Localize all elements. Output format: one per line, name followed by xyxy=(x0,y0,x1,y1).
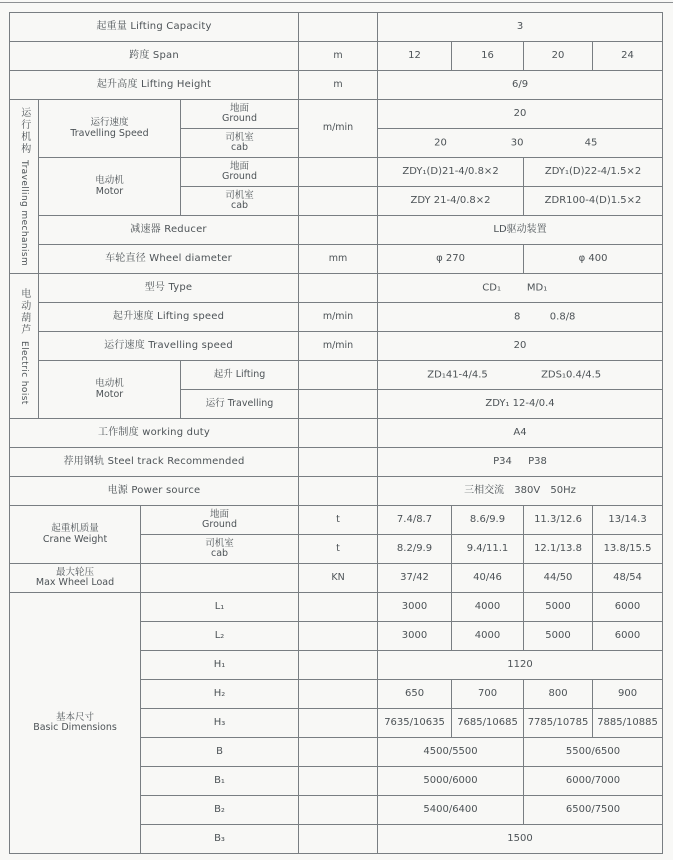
ground-label-zh: 地面 xyxy=(230,160,250,172)
electric-hoist-label-zh: 电动葫芦 xyxy=(18,287,30,336)
dim-L1-value: 5000 xyxy=(524,593,593,622)
hoist-type-label: 型号 Type xyxy=(39,274,299,303)
span-value: 12 xyxy=(378,42,452,71)
hoist-lifting-speed-value: 8 xyxy=(513,311,521,323)
row-max-wheel-load xyxy=(10,564,663,593)
electric-hoist-strip xyxy=(10,274,39,419)
crane-weight-ground-value: 8.6/9.9 xyxy=(452,506,524,535)
cab-label-zh: 司机室 xyxy=(225,189,254,201)
working-duty-label: 工作制度 working duty xyxy=(10,419,299,448)
dim-B-value: 4500/5500 xyxy=(378,738,524,767)
cab-label-en: cab xyxy=(230,142,249,153)
dim-B2-unit-cell xyxy=(299,796,378,825)
dim-L2-value: 4000 xyxy=(452,622,524,651)
lifting-sublabel: 起升 Lifting xyxy=(213,368,266,380)
travelling-motor-ground-sublabel xyxy=(181,158,299,187)
hoist-type-unit-cell xyxy=(299,274,378,303)
dim-L2-value: 5000 xyxy=(524,622,593,651)
row-travelling-speed-ground xyxy=(10,100,663,129)
crane-weight-label xyxy=(10,506,141,564)
dim-B3-unit-cell xyxy=(299,825,378,854)
hoist-lifting-speed-unit: m/min xyxy=(299,303,378,332)
hoist-type-values xyxy=(378,274,663,303)
ground-label-zh: 地面 xyxy=(210,508,230,520)
hoist-motor-lifting-values xyxy=(378,361,663,390)
lifting-height-value: 6/9 xyxy=(378,71,663,100)
wheel-diameter-unit: mm xyxy=(299,245,378,274)
hoist-motor-lifting-sublabel xyxy=(181,361,299,390)
travelling-motor-cab-sublabel xyxy=(181,187,299,216)
dim-B1-unit-cell xyxy=(299,767,378,796)
lifting-height-label: 起升高度 Lifting Height xyxy=(10,71,299,100)
dim-B3-value: 1500 xyxy=(378,825,663,854)
crane-weight-cab-unit: t xyxy=(299,535,378,564)
dim-L1-sublabel: L₁ xyxy=(141,593,299,622)
crane-weight-cab-sublabel xyxy=(141,535,299,564)
dim-B2-sublabel: B₂ xyxy=(141,796,299,825)
dim-L2-unit-cell xyxy=(299,622,378,651)
dim-B2-value: 6500/7500 xyxy=(524,796,663,825)
dim-B-value: 5500/6500 xyxy=(524,738,663,767)
crane-weight-label-en: Crane Weight xyxy=(42,533,108,545)
wheel-diameter-value: φ 400 xyxy=(524,245,663,274)
row-hoist-type xyxy=(10,274,663,303)
electric-hoist-label-en: Electric hoist xyxy=(19,340,30,405)
travelling-mechanism-label-en: Travelling mechanism xyxy=(19,159,30,267)
motor-label-en: Motor xyxy=(95,388,124,400)
motor-label-zh: 电动机 xyxy=(95,175,124,187)
dim-B1-sublabel: B₁ xyxy=(141,767,299,796)
row-working-duty xyxy=(10,419,663,448)
travelling-mechanism-strip xyxy=(10,100,39,274)
hoist-type-value: MD₁ xyxy=(526,282,548,294)
dim-H1-value: 1120 xyxy=(378,651,663,680)
travelling-sublabel: 运行 Travelling xyxy=(205,397,274,409)
lifting-capacity-value: 3 xyxy=(378,13,663,42)
row-lifting-capacity xyxy=(10,13,663,42)
power-source-unit-cell xyxy=(299,477,378,506)
dim-B1-value: 5000/6000 xyxy=(378,767,524,796)
travelling-motor-cab-unit-cell xyxy=(299,187,378,216)
dim-H2-value: 650 xyxy=(378,680,452,709)
dim-B3-sublabel: B₃ xyxy=(141,825,299,854)
hoist-motor-lifting-unit-cell xyxy=(299,361,378,390)
motor-label-en: Motor xyxy=(95,185,124,197)
hoist-travelling-speed-value: 20 xyxy=(378,332,663,361)
dim-H3-unit-cell xyxy=(299,709,378,738)
dim-H3-value: 7685/10685 xyxy=(452,709,524,738)
max-wheel-load-value: 48/54 xyxy=(593,564,663,593)
dim-H2-sublabel: H₂ xyxy=(141,680,299,709)
dim-L2-value: 3000 xyxy=(378,622,452,651)
row-hoist-travelling-speed xyxy=(10,332,663,361)
span-value: 24 xyxy=(593,42,663,71)
ground-label-en: Ground xyxy=(222,113,257,124)
steel-track-value: P34 P38 xyxy=(378,448,663,477)
crane-weight-ground-value: 11.3/12.6 xyxy=(524,506,593,535)
basic-dimensions-label-zh: 基本尺寸 xyxy=(55,711,94,723)
wheel-diameter-label: 车轮直径 Wheel diameter xyxy=(39,245,299,274)
dim-H2-value: 900 xyxy=(593,680,663,709)
hoist-travelling-speed-unit: m/min xyxy=(299,332,378,361)
row-span xyxy=(10,42,663,71)
max-wheel-load-sub-cell xyxy=(141,564,299,593)
dim-L1-value: 4000 xyxy=(452,593,524,622)
reducer-unit-cell xyxy=(299,216,378,245)
dim-H3-sublabel: H₃ xyxy=(141,709,299,738)
crane-weight-ground-value: 13/14.3 xyxy=(593,506,663,535)
hoist-lifting-speed-label: 起升速度 Lifting speed xyxy=(39,303,299,332)
working-duty-value: A4 xyxy=(378,419,663,448)
reducer-value: LD驱动装置 xyxy=(378,216,663,245)
ground-label-en: Ground xyxy=(202,519,237,530)
max-wheel-load-value: 40/46 xyxy=(452,564,524,593)
row-lifting-height xyxy=(10,71,663,100)
dim-L2-value: 6000 xyxy=(593,622,663,651)
cab-label-zh: 司机室 xyxy=(225,131,254,143)
dim-B1-value: 6000/7000 xyxy=(524,767,663,796)
max-wheel-load-unit: KN xyxy=(299,564,378,593)
dim-B-sublabel: B xyxy=(141,738,299,767)
wheel-diameter-value: φ 270 xyxy=(378,245,524,274)
travelling-speed-label-zh: 运行速度 xyxy=(90,117,129,129)
row-steel-track xyxy=(10,448,663,477)
travelling-motor-label xyxy=(39,158,181,216)
crane-weight-cab-value: 12.1/13.8 xyxy=(524,535,593,564)
row-dim-L1 xyxy=(10,593,663,622)
dim-L1-value: 6000 xyxy=(593,593,663,622)
ground-label-en: Ground xyxy=(222,171,257,182)
lifting-capacity-unit-cell xyxy=(299,13,378,42)
travelling-speed-label xyxy=(39,100,181,158)
dim-H3-value: 7635/10635 xyxy=(378,709,452,738)
travelling-speed-ground-value: 20 xyxy=(378,100,663,129)
travelling-speed-label-en: Travelling Speed xyxy=(70,127,149,139)
basic-dimensions-label xyxy=(10,593,141,854)
row-hoist-lifting-speed xyxy=(10,303,663,332)
travelling-motor-ground-value: ZDY₁(D)21-4/0.8×2 xyxy=(378,158,524,187)
dim-H2-value: 800 xyxy=(524,680,593,709)
span-value: 16 xyxy=(452,42,524,71)
travelling-motor-ground-unit-cell xyxy=(299,158,378,187)
travelling-motor-ground-value: ZDY₁(D)22-4/1.5×2 xyxy=(524,158,663,187)
power-source-value: 三相交流 380V 50Hz xyxy=(378,477,663,506)
crane-weight-ground-sublabel xyxy=(141,506,299,535)
page-top-edge-line xyxy=(0,2,673,3)
hoist-motor-travelling-sublabel xyxy=(181,390,299,419)
row-travelling-motor-ground xyxy=(10,158,663,187)
cab-label-en: cab xyxy=(210,548,229,559)
steel-track-label: 荐用钢轨 Steel track Recommended xyxy=(10,448,299,477)
power-source-label: 电源 Power source xyxy=(10,477,299,506)
travelling-motor-cab-value: ZDR100-4(D)1.5×2 xyxy=(524,187,663,216)
crane-weight-label-zh: 起重机质量 xyxy=(51,523,99,535)
row-power-source xyxy=(10,477,663,506)
max-wheel-load-label xyxy=(10,564,141,593)
row-wheel-diameter xyxy=(10,245,663,274)
hoist-type-value: CD₁ xyxy=(482,282,501,294)
lifting-capacity-label: 起重量 Lifting Capacity xyxy=(10,13,299,42)
cab-speed-value: 30 xyxy=(510,137,524,149)
motor-label-zh: 电动机 xyxy=(95,378,124,390)
crane-weight-ground-value: 7.4/8.7 xyxy=(378,506,452,535)
row-reducer xyxy=(10,216,663,245)
dim-B2-value: 5400/6400 xyxy=(378,796,524,825)
travelling-speed-cab-sublabel xyxy=(181,129,299,158)
hoist-travelling-speed-label: 运行速度 Travelling speed xyxy=(39,332,299,361)
travelling-speed-ground-sublabel xyxy=(181,100,299,129)
hoist-lifting-speed-values xyxy=(378,303,663,332)
steel-track-unit-cell xyxy=(299,448,378,477)
row-crane-weight-ground xyxy=(10,506,663,535)
row-hoist-motor-lifting xyxy=(10,361,663,390)
span-label: 跨度 Span xyxy=(10,42,299,71)
max-wheel-load-label-zh: 最大轮压 xyxy=(55,566,94,578)
travelling-mechanism-label-zh: 运行机构 xyxy=(18,106,30,155)
dim-H2-value: 700 xyxy=(452,680,524,709)
dim-B-unit-cell xyxy=(299,738,378,767)
crane-weight-cab-value: 13.8/15.5 xyxy=(593,535,663,564)
travelling-speed-unit: m/min xyxy=(299,100,378,158)
hoist-motor-lifting-value: ZD₁41-4/4.5 xyxy=(427,369,488,381)
dim-H3-value: 7885/10885 xyxy=(593,709,663,738)
crane-weight-ground-unit: t xyxy=(299,506,378,535)
dim-L2-sublabel: L₂ xyxy=(141,622,299,651)
hoist-motor-travelling-unit-cell xyxy=(299,390,378,419)
dim-H3-value: 7785/10785 xyxy=(524,709,593,738)
hoist-motor-lifting-value: ZDS₁0.4/4.5 xyxy=(541,369,602,381)
cab-speed-value: 45 xyxy=(584,137,598,149)
ground-label-zh: 地面 xyxy=(230,102,250,114)
hoist-motor-travelling-value: ZDY₁ 12-4/0.4 xyxy=(378,390,663,419)
hoist-motor-label xyxy=(39,361,181,419)
cab-label-zh: 司机室 xyxy=(205,537,234,549)
lifting-height-unit: m xyxy=(299,71,378,100)
max-wheel-load-value: 37/42 xyxy=(378,564,452,593)
reducer-label: 减速器 Reducer xyxy=(39,216,299,245)
travelling-motor-cab-value: ZDY 21-4/0.8×2 xyxy=(378,187,524,216)
dim-L1-value: 3000 xyxy=(378,593,452,622)
working-duty-unit-cell xyxy=(299,419,378,448)
dim-H1-unit-cell xyxy=(299,651,378,680)
span-unit: m xyxy=(299,42,378,71)
hoist-lifting-speed-value: 0.8/8 xyxy=(549,311,576,323)
cab-speed-value: 20 xyxy=(434,137,447,149)
max-wheel-load-label-en: Max Wheel Load xyxy=(35,577,115,588)
dim-L1-unit-cell xyxy=(299,593,378,622)
travelling-speed-cab-values xyxy=(378,129,663,158)
dim-H2-unit-cell xyxy=(299,680,378,709)
span-value: 20 xyxy=(524,42,593,71)
crane-spec-table xyxy=(9,12,663,854)
cab-label-en: cab xyxy=(230,200,249,211)
basic-dimensions-label-en: Basic Dimensions xyxy=(33,722,117,733)
crane-weight-cab-value: 9.4/11.1 xyxy=(452,535,524,564)
crane-weight-cab-value: 8.2/9.9 xyxy=(378,535,452,564)
dim-H1-sublabel: H₁ xyxy=(141,651,299,680)
max-wheel-load-value: 44/50 xyxy=(524,564,593,593)
